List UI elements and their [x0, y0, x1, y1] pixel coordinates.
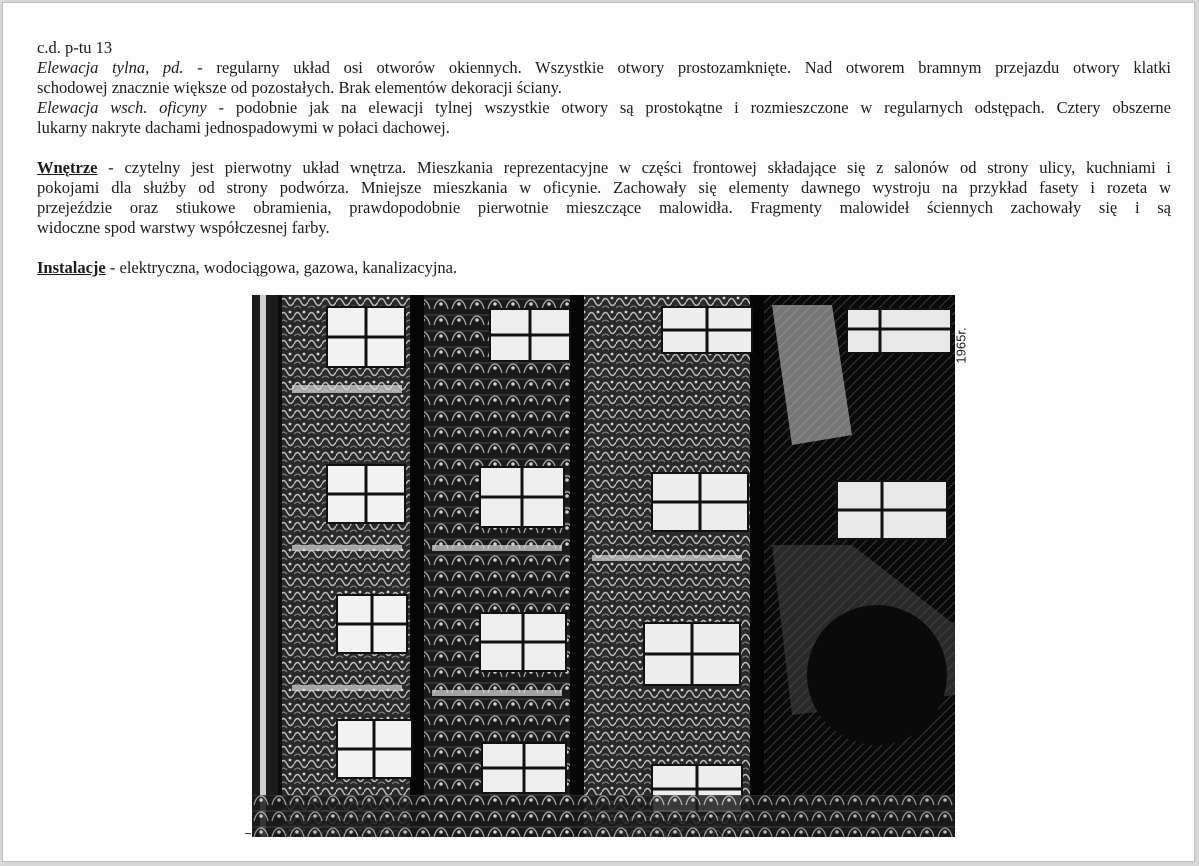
rear-elevation-text-line2: schodowej znacznie większe od pozostałych. Brak elementów dekoracji ściany.: [37, 78, 562, 97]
margin-mark: [245, 833, 251, 834]
rear-elevation-text: - regularny układ osi otworów okiennych. Wszystkie otwory prostozamknięte. Nad otworem bramnym przejazdu otwory klatki: [183, 58, 1171, 77]
paragraph-rear-elevation: [37, 58, 1171, 78]
interior-text-line1: - czytelny jest pierwotny układ wnętrza. Mieszkania reprezentacyjne w części frontowej składające się z salonów od strony ulicy, kuchniami i: [97, 158, 1171, 177]
facade-photo-illustration: [252, 295, 955, 837]
paragraph-annex-elevation: [37, 98, 1171, 118]
interior-heading: Wnętrze: [37, 158, 98, 177]
installations-heading: Instalacje: [37, 258, 106, 277]
interior-text-line3: przejeździe oraz stiukowe obramienia, prawdopodobnie pierwotnie mieszczące malowidła. Fragmenty malowideł ściennych zachowały się i są: [37, 198, 1171, 217]
annex-elevation-text: - podobnie jak na elewacji tylnej wszystkie otwory są prostokątne i rozmieszczone w regularnych odstępach. Cztery obszerne: [206, 98, 1171, 117]
facade-photograph: [252, 295, 955, 837]
interior-text-line2: pokojami dla służby od strony podwórza. Mniejsze mieszkania w oficynie. Zachowały się elementy dawnego wystroju na przykład fasety i rozeta w: [37, 178, 1171, 197]
year-stamp-text: 1965r.: [953, 327, 969, 364]
installations-text: - elektryczna, wodociągowa, gazowa, kanalizacyjna.: [105, 258, 458, 277]
annex-elevation-label: Elewacja wsch. oficyny: [37, 98, 207, 117]
document-text: [37, 38, 1171, 278]
page-reference: c.d. p-tu 13: [37, 38, 113, 57]
paragraph-installations: [37, 258, 1171, 278]
year-stamp: [955, 318, 985, 378]
paragraph-interior: [37, 158, 1171, 178]
annex-elevation-text-line2: lukarny nakryte dachami jednospadowymi w połaci dachowej.: [37, 118, 450, 137]
rear-elevation-label: Elewacja tylna, pd.: [37, 58, 184, 77]
document-page: [2, 2, 1195, 862]
interior-text-line4: widoczne spod warstwy współczesnej farby.: [37, 218, 330, 237]
